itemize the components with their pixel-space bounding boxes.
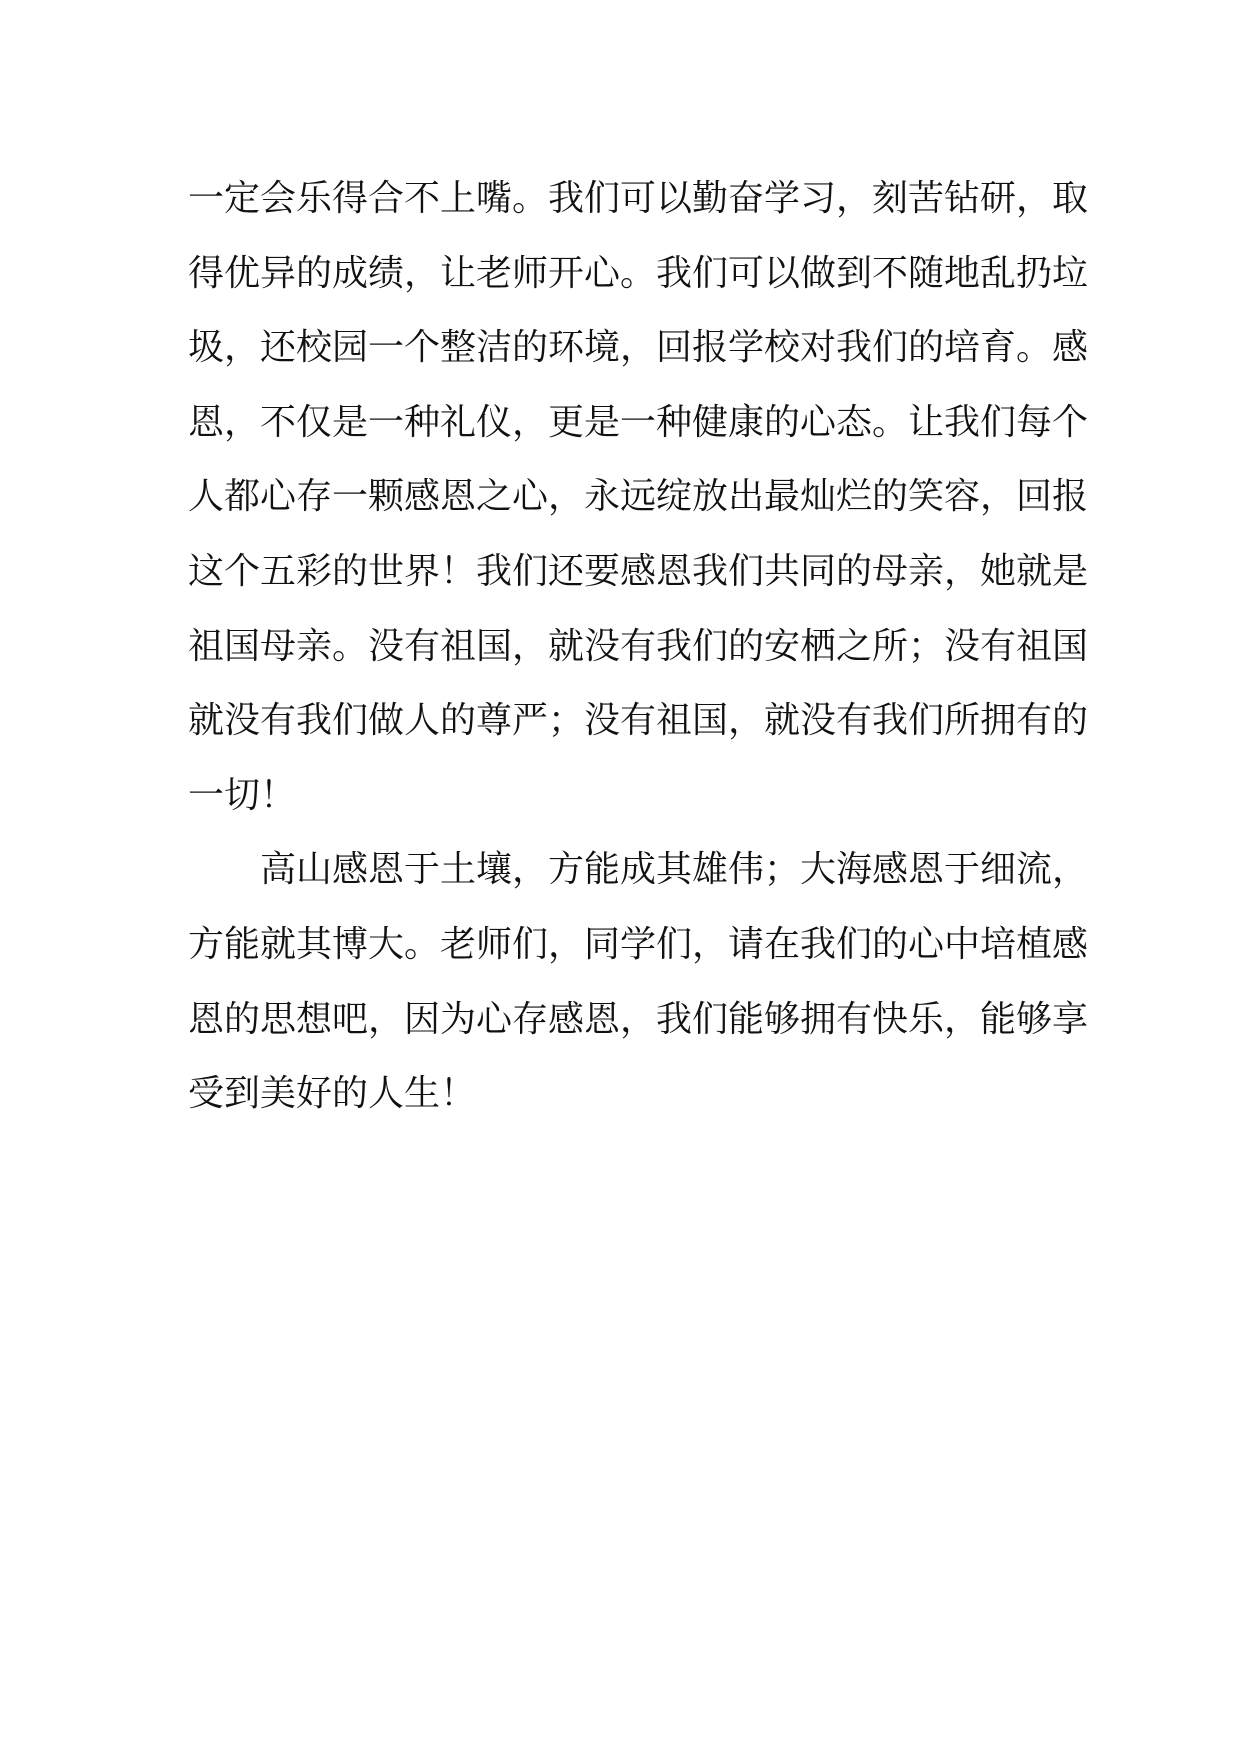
text-line: 祖国母亲。没有祖国，就没有我们的安栖之所；没有祖国 [188,625,1089,667]
text-line: 得优异的成绩，让老师开心。我们可以做到不随地乱扔垃 [188,252,1089,294]
text-line: 高山感恩于土壤，方能成其雄伟；大海感恩于细流， [260,849,1089,891]
paragraph-gratitude-school [188,162,1089,833]
text-line: 一定会乐得合不上嘴。我们可以勤奋学习，刻苦钻研，取 [188,178,1089,219]
text-line: 这个五彩的世界！我们还要感恩我们共同的母亲，她就是 [188,550,1089,592]
text-line: 恩的思想吧，因为心存感恩，我们能够拥有快乐，能够享 [188,998,1089,1040]
text-line: 就没有我们做人的尊严；没有祖国，就没有我们所拥有的 [188,700,1089,742]
document-body [188,162,1089,1132]
text-line: 一切！ [188,774,297,816]
text-line: 受到美好的人生！ [188,1073,477,1115]
text-line: 人都心存一颗感恩之心，永远绽放出最灿烂的笑容，回报 [188,476,1089,518]
text-line: 恩，不仅是一种礼仪，更是一种健康的心态。让我们每个 [188,401,1089,443]
text-line: 方能就其博大。老师们，同学们，请在我们的心中培植感 [188,923,1089,965]
paragraph-conclusion [188,833,1089,1131]
text-line: 圾，还校园一个整洁的环境，回报学校对我们的培育。感 [188,327,1089,369]
